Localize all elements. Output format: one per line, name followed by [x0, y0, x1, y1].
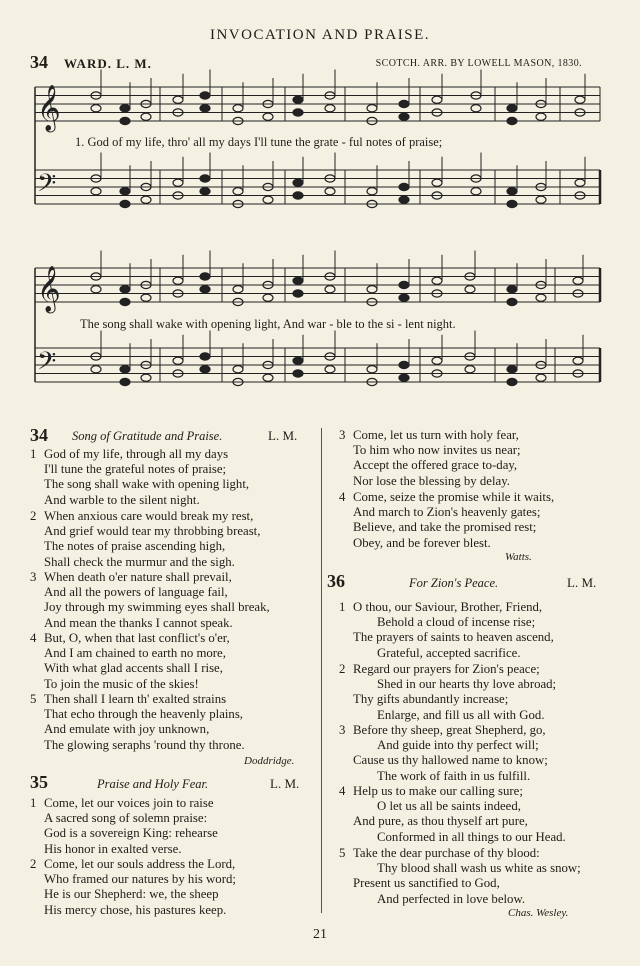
- verse-line: The notes of praise ascending high,: [44, 539, 226, 554]
- verse-line: And perfected in love below.: [377, 891, 526, 906]
- note-head: [399, 113, 409, 120]
- note-head: [367, 188, 377, 195]
- hymn-36-author: Chas. Wesley.: [508, 907, 569, 919]
- note-head: [120, 188, 130, 195]
- note-head: [507, 200, 517, 207]
- note-head: [399, 374, 409, 381]
- verse-line: Help us to make our calling sure;: [353, 784, 523, 798]
- verse-line: Thy blood shall wash us white as snow;: [377, 861, 581, 876]
- note-head: [432, 277, 442, 284]
- music-score: [0, 0, 640, 400]
- verse-line: Conformed in all things to our Head.: [377, 829, 566, 844]
- note-head: [536, 294, 546, 301]
- note-head: [293, 192, 303, 199]
- note-head: [120, 286, 130, 293]
- note-head: [325, 188, 335, 195]
- verse-line: To him who now invites us near;: [353, 443, 521, 458]
- verse-line: O let us all be saints indeed,: [377, 799, 521, 814]
- note-head: [293, 370, 303, 377]
- verse-line: Behold a cloud of incense rise;: [377, 615, 536, 630]
- note-head: [91, 286, 101, 293]
- verse-line: The song shall wake with opening light,: [44, 477, 250, 492]
- verse-number: 2: [30, 857, 37, 871]
- note-head: [200, 366, 210, 373]
- hymn-36-number: 36: [327, 571, 345, 591]
- note-head: [141, 113, 151, 120]
- verse-line: Come, let our souls address the Lord,: [44, 857, 236, 871]
- hymn-35-title: Praise and Holy Fear.: [97, 777, 209, 791]
- bass-clef-icon: 𝄢: [37, 347, 57, 382]
- verse-line: God of my life, through all my days: [44, 447, 229, 461]
- verse-line: I'll tune the grateful notes of praise;: [44, 462, 227, 477]
- verse-line: And all the powers of language fail,: [44, 585, 228, 600]
- note-head: [91, 188, 101, 195]
- note-head: [200, 105, 210, 112]
- verse-number: 1: [339, 600, 346, 614]
- note-head: [432, 96, 442, 103]
- note-head: [507, 188, 517, 195]
- note-head: [200, 175, 210, 182]
- verse-line: O thou, our Saviour, Brother, Friend,: [353, 600, 543, 614]
- verse-line: Before thy sheep, great Shepherd, go,: [353, 723, 546, 737]
- note-head: [141, 196, 151, 203]
- page-number: 21: [313, 927, 327, 942]
- verse-line: But, O, when that last conflict's o'er,: [44, 631, 230, 645]
- page-header: INVOCATION AND PRAISE.: [209, 27, 431, 43]
- note-head: [293, 290, 303, 297]
- note-head: [432, 357, 442, 364]
- note-head: [120, 366, 130, 373]
- note-head: [200, 92, 210, 99]
- note-head: [233, 188, 243, 195]
- note-head: [200, 273, 210, 280]
- hymn-34-author: Doddridge.: [244, 755, 295, 767]
- verse-number: 1: [30, 447, 37, 461]
- note-head: [536, 374, 546, 381]
- verse-line: When anxious care would break my rest,: [44, 509, 254, 523]
- note-head: [293, 179, 303, 186]
- verse-line: The work of faith in us fulfill.: [377, 768, 531, 783]
- verse-line: Regard our prayers for Zion's peace;: [353, 662, 540, 676]
- note-head: [471, 188, 481, 195]
- note-head: [141, 294, 151, 301]
- verse-line: And guide into thy perfect will;: [377, 738, 539, 753]
- hymn-34-heading: [30, 425, 48, 446]
- note-head: [263, 374, 273, 381]
- note-head: [399, 183, 409, 190]
- verse-line: He is our Shepherd: we, the sheep: [44, 887, 219, 902]
- verse-number: 3: [339, 428, 346, 442]
- note-head: [233, 105, 243, 112]
- note-head: [293, 357, 303, 364]
- verse-line: When death o'er nature shall prevail,: [44, 570, 232, 584]
- verse-line: Nor lose the blessing by delay.: [353, 473, 510, 488]
- note-head: [173, 96, 183, 103]
- note-head: [432, 179, 442, 186]
- note-head: [293, 96, 303, 103]
- note-head: [173, 357, 183, 364]
- hymn-34-title: Song of Gratitude and Praise.: [72, 429, 223, 443]
- tune-credit: SCOTCH. ARR. BY LOWELL MASON, 1830.: [375, 58, 582, 69]
- hymn-35-number: 35: [30, 772, 48, 792]
- verse-line: Cause us thy hallowed name to know;: [353, 753, 548, 768]
- note-head: [263, 113, 273, 120]
- note-head: [507, 366, 517, 373]
- note-head: [536, 196, 546, 203]
- verse-line: The glowing seraphs 'round thy throne.: [44, 737, 245, 752]
- note-head: [91, 105, 101, 112]
- note-head: [465, 286, 475, 293]
- note-head: [120, 200, 130, 207]
- verse-line: Present us sanctified to God,: [353, 876, 500, 891]
- verse-line: And I am chained to earth no more,: [44, 646, 226, 661]
- note-head: [200, 353, 210, 360]
- note-head: [367, 366, 377, 373]
- note-head: [91, 366, 101, 373]
- note-head: [293, 277, 303, 284]
- note-head: [507, 298, 517, 305]
- verse-line: His mercy chose, his pastures keep.: [44, 902, 227, 917]
- verse-number: 4: [339, 490, 346, 504]
- note-head: [120, 298, 130, 305]
- note-head: [399, 294, 409, 301]
- verse-line: Enlarge, and fill us all with God.: [377, 707, 545, 722]
- treble-clef-icon: 𝄞: [37, 85, 61, 131]
- note-head: [575, 179, 585, 186]
- note-head: [367, 105, 377, 112]
- note-head: [325, 105, 335, 112]
- verse-line: Believe, and take the promised rest;: [353, 520, 537, 535]
- hymn-34-number: 34: [30, 425, 48, 445]
- verse-line: Thy gifts abundantly increase;: [353, 692, 509, 707]
- verse-line: Accept the offered grace to-day,: [353, 458, 518, 473]
- note-head: [120, 105, 130, 112]
- note-head: [141, 374, 151, 381]
- verse-line: A sacred song of solemn praise:: [44, 811, 208, 826]
- note-head: [507, 378, 517, 385]
- verse-line: That echo through the heavenly plains,: [44, 707, 244, 722]
- verse-line: With what glad accents shall I rise,: [44, 661, 223, 676]
- treble-clef-icon: 𝄞: [37, 266, 61, 312]
- verse-line: Then shall I learn th' exalted strains: [44, 692, 227, 706]
- verse-number: 5: [30, 692, 37, 706]
- verse-line: Shed in our hearts thy love abroad;: [377, 677, 557, 692]
- note-head: [263, 196, 273, 203]
- hymn-35-meter: L. M.: [270, 776, 300, 791]
- note-head: [399, 100, 409, 107]
- verse-line: Come, let our voices join to raise: [44, 796, 214, 810]
- tune-number: 34: [30, 52, 48, 72]
- note-head: [367, 286, 377, 293]
- verse-line: Come, let us turn with holy fear,: [353, 428, 519, 442]
- note-head: [507, 117, 517, 124]
- verse-line: And mean the thanks I cannot speak.: [44, 615, 233, 630]
- note-head: [573, 357, 583, 364]
- column-divider: [321, 428, 322, 913]
- note-head: [507, 286, 517, 293]
- verse-line: The prayers of saints to heaven ascend,: [353, 630, 554, 645]
- verse-line: Obey, and be forever blest.: [353, 535, 491, 550]
- verse-line: Grateful, accepted sacrifice.: [377, 645, 521, 660]
- hymn-36-meter: L. M.: [567, 575, 597, 590]
- verse-line: And emulate with joy unknown,: [44, 722, 210, 737]
- note-head: [263, 294, 273, 301]
- verse-number: 4: [339, 784, 346, 798]
- verse-line: God is a sovereign King: rehearse: [44, 826, 218, 841]
- note-head: [325, 286, 335, 293]
- verse-line: And pure, as thou thyself art pure,: [353, 814, 528, 829]
- note-head: [233, 366, 243, 373]
- music-lyric-line-2: The song shall wake with opening light, And war - ble to the si - lent night.: [80, 317, 456, 331]
- bass-clef-icon: 𝄢: [37, 169, 57, 204]
- tune-name: WARD. L. M.: [64, 56, 152, 71]
- note-head: [399, 196, 409, 203]
- note-head: [120, 117, 130, 124]
- note-head: [173, 179, 183, 186]
- verse-number: 3: [30, 570, 37, 584]
- note-head: [173, 277, 183, 284]
- note-head: [465, 366, 475, 373]
- verse-line: His honor in exalted verse.: [44, 841, 182, 856]
- verse-line: To join the music of the skies!: [44, 676, 199, 691]
- note-head: [325, 366, 335, 373]
- verse-line: And warble to the silent night.: [44, 492, 200, 507]
- note-head: [573, 277, 583, 284]
- verse-number: 2: [30, 509, 37, 523]
- verse-line: Shall check the murmur and the sigh.: [44, 554, 235, 569]
- verse-number: 2: [339, 662, 346, 676]
- note-head: [200, 286, 210, 293]
- note-head: [536, 113, 546, 120]
- verse-line: Who framed our natures by his word;: [44, 872, 236, 887]
- verse-line: Take the dear purchase of thy blood:: [353, 846, 540, 860]
- verse-line: Joy through my swimming eyes shall break,: [44, 600, 270, 615]
- note-head: [120, 378, 130, 385]
- note-head: [399, 281, 409, 288]
- hymn-34-meter: L. M.: [268, 428, 298, 443]
- verse-line: Come, seize the promise while it waits,: [353, 490, 555, 504]
- hymn-35-author: Watts.: [505, 551, 532, 563]
- note-head: [233, 286, 243, 293]
- note-head: [399, 361, 409, 368]
- verse-number: 3: [339, 723, 346, 737]
- verse-number: 4: [30, 631, 37, 645]
- verse-line: And grief would tear my throbbing breast,: [44, 524, 261, 539]
- verse-line: And march to Zion's heavenly gates;: [353, 505, 541, 520]
- note-head: [507, 105, 517, 112]
- note-head: [575, 96, 585, 103]
- note-head: [293, 109, 303, 116]
- note-head: [200, 188, 210, 195]
- note-head: [471, 105, 481, 112]
- hymn-36-title: For Zion's Peace.: [409, 576, 499, 590]
- verse-number: 1: [30, 796, 37, 810]
- music-lyric-line-1: 1. God of my life, thro' all my days I'll tune the grate - ful notes of praise;: [75, 135, 443, 149]
- verse-number: 5: [339, 846, 346, 860]
